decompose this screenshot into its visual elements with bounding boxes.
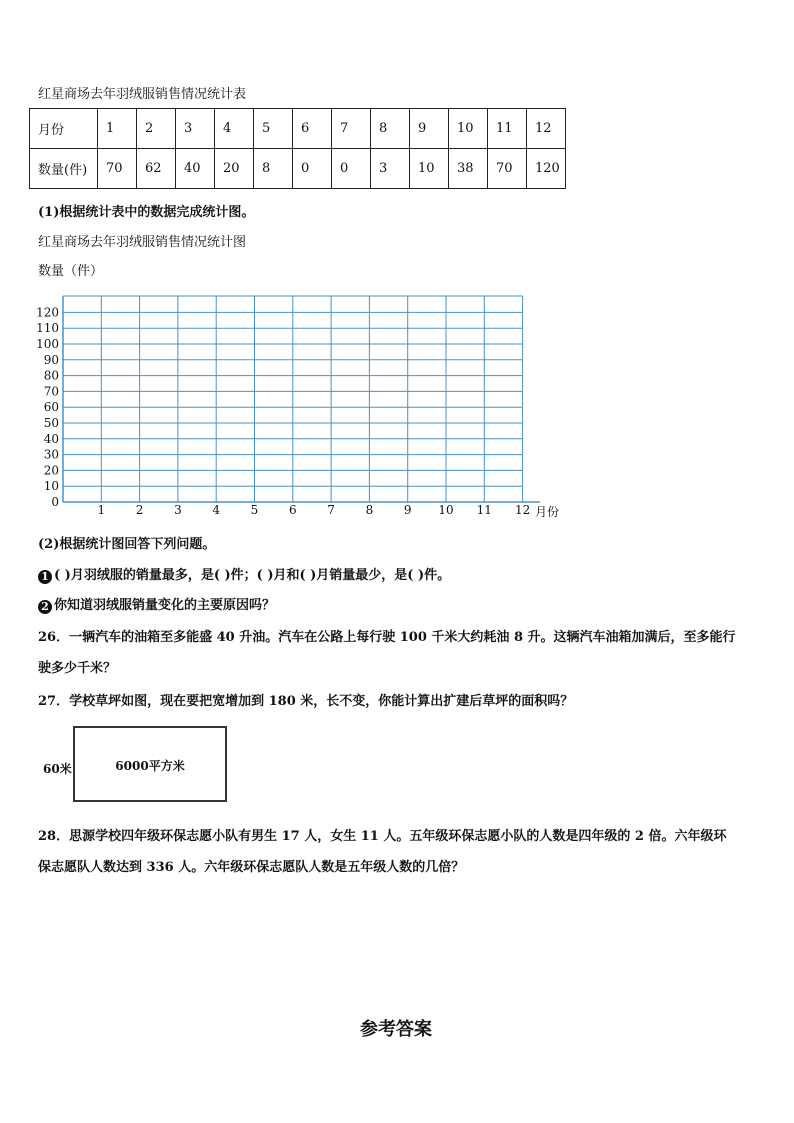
table-cell: 4 <box>215 109 254 149</box>
statistics-chart <box>0 0 794 540</box>
circled-number-2: 2 <box>38 600 52 614</box>
y-tick-label: 70 <box>43 384 59 399</box>
lawn-area-label: 6000平方米 <box>115 759 185 773</box>
x-tick-label: 4 <box>212 503 221 517</box>
question-1: (1)根据统计表中的数据完成统计图。 <box>38 205 255 220</box>
y-tick-label: 40 <box>43 431 59 446</box>
lawn-rectangle <box>73 726 227 802</box>
question-27: 27．学校草坪如图，现在要把宽增加到 180 米，长不变，你能计算出扩建后草坪的面积吗？ <box>38 694 574 709</box>
y-tick-label: 120 <box>36 305 59 320</box>
question-2-sub2-text: 你知道羽绒服销量变化的主要原因吗？ <box>54 598 276 613</box>
y-tick-label: 50 <box>43 416 59 430</box>
x-tick-label: 7 <box>327 503 335 517</box>
y-tick-label: 30 <box>43 447 59 462</box>
circled-number-1: 1 <box>38 570 52 584</box>
table-cell: 3 <box>176 109 215 149</box>
table-cell: 70 <box>488 149 527 189</box>
table-cell: 10 <box>449 109 488 149</box>
table-cell: 3 <box>371 149 410 189</box>
table-cell: 38 <box>449 149 488 189</box>
row-label-month: 月份 <box>30 109 98 149</box>
question-28-line1: 28．思源学校四年级环保志愿小队有男生 17 人，女生 11 人。五年级环保志愿小队的人数是四年级的 2 倍。六年级环 <box>38 829 727 844</box>
x-tick-label: 5 <box>250 503 259 517</box>
table-cell: 2 <box>137 109 176 149</box>
y-tick-label: 100 <box>36 337 59 351</box>
y-tick-label: 90 <box>43 352 59 367</box>
y-tick-label: 110 <box>36 321 59 336</box>
x-tick-label: 12 <box>514 503 531 517</box>
chart-ylabel: 数量（件） <box>38 264 104 279</box>
table-cell: 12 <box>527 109 566 149</box>
y-tick-label: 60 <box>43 400 59 415</box>
row-label-quantity: 数量(件) <box>30 149 98 189</box>
table-cell: 0 <box>293 149 332 189</box>
table-cell: 120 <box>527 149 566 189</box>
table-cell: 8 <box>371 109 410 149</box>
table-title: 红星商场去年羽绒服销售情况统计表 <box>38 87 247 102</box>
x-tick-label: 2 <box>135 503 144 517</box>
question-28-line2: 保志愿队人数达到 336 人。六年级环保志愿队人数是五年级人数的几倍？ <box>38 860 465 875</box>
lawn-width-label: 60米 <box>43 762 72 776</box>
x-tick-label: 10 <box>438 503 454 517</box>
chart-title: 红星商场去年羽绒服销售情况统计图 <box>38 235 247 250</box>
answer-heading: 参考答案 <box>360 1019 432 1040</box>
y-tick-label: 80 <box>43 368 59 383</box>
x-axis-label: 月份 <box>535 505 560 519</box>
x-tick-label: 3 <box>174 503 182 517</box>
y-tick-label: 10 <box>43 479 59 494</box>
table-cell: 70 <box>98 149 137 189</box>
table-cell: 8 <box>254 149 293 189</box>
x-tick-label: 9 <box>403 503 412 517</box>
table-cell: 0 <box>332 149 371 189</box>
table-cell: 11 <box>488 109 527 149</box>
x-tick-label: 1 <box>97 503 106 517</box>
question-2-sub1-text: ( )月羽绒服的销量最多，是( )件；( )月和( )月销量最少，是( )件。 <box>54 568 451 583</box>
question-26-line2: 驶多少千米？ <box>38 661 117 676</box>
x-tick-label: 8 <box>365 503 374 517</box>
question-2: (2)根据统计图回答下列问题。 <box>38 537 216 552</box>
table-cell: 62 <box>137 149 176 189</box>
y-tick-label: 20 <box>43 463 59 478</box>
question-26-line1: 26．一辆汽车的油箱至多能盛 40 升油。汽车在公路上每行驶 100 千米大约耗油 8 升。这辆汽车油箱加满后，至多能行 <box>38 630 736 645</box>
x-tick-label: 6 <box>288 503 297 517</box>
table-cell: 40 <box>176 149 215 189</box>
question-2-sub1 <box>38 564 450 584</box>
y-tick-label: 0 <box>51 495 59 509</box>
x-tick-label: 11 <box>476 503 492 517</box>
table-cell: 10 <box>410 149 449 189</box>
table-cell: 1 <box>98 109 137 149</box>
table-cell: 7 <box>332 109 371 149</box>
table-cell: 5 <box>254 109 293 149</box>
question-2-sub2 <box>38 594 275 614</box>
table-cell: 9 <box>410 109 449 149</box>
table-cell: 6 <box>293 109 332 149</box>
table-cell: 20 <box>215 149 254 189</box>
